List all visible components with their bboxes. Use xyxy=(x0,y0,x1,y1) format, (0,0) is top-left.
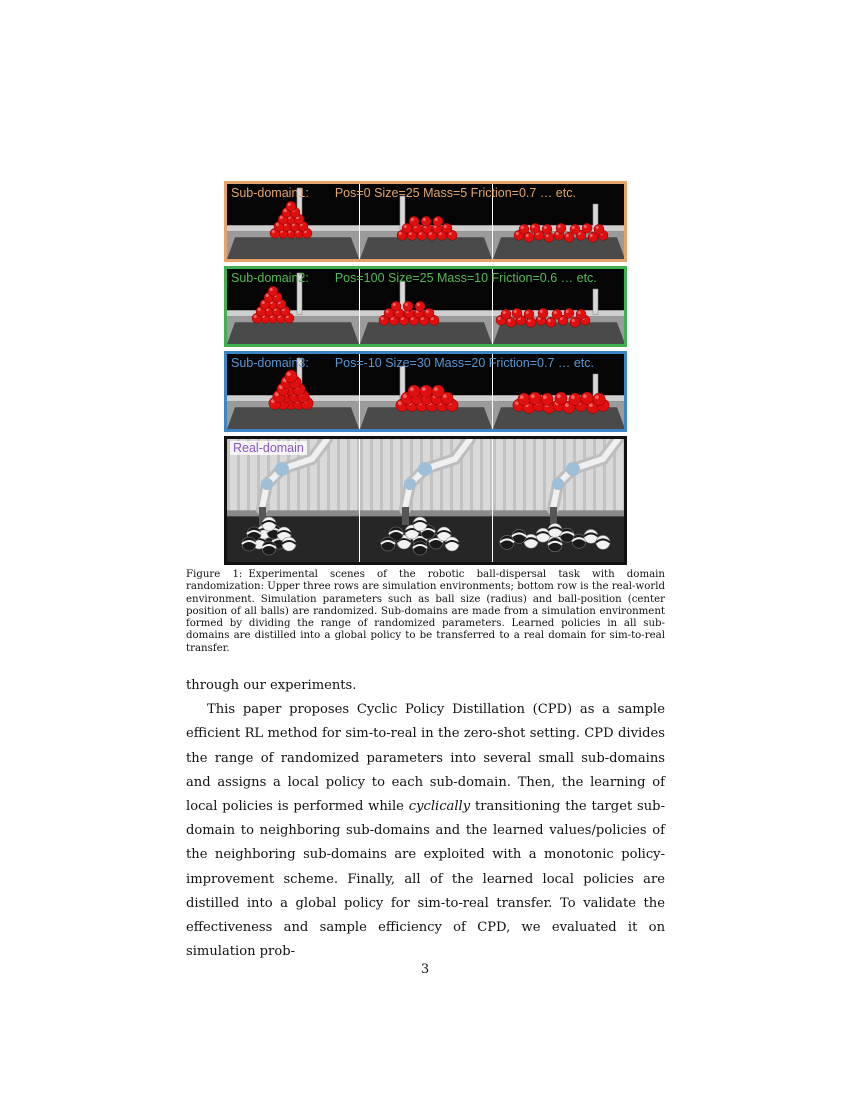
paragraph-1: through our experiments. xyxy=(186,678,357,693)
ball xyxy=(445,537,459,551)
ball xyxy=(285,370,297,382)
ball xyxy=(541,393,553,405)
ball xyxy=(421,216,431,226)
sub-domain-3-row xyxy=(224,351,627,432)
caption-text: Experimental scenes of the robotic ball-dispersal task with domain randomization: Upper three rows are simulation environments; bottom row is the real-world environment. Simulation parameters such as ball size (radius) and ball-position (center position of all balls) are randomized. Sub-domains are made from a simulation environment formed by dividing the range of randomized parameters. Learned policies in all sub-domains are distilled into a global policy to be transferred to a real domain for sim-to-real transfer. xyxy=(186,569,665,654)
ball xyxy=(519,224,529,234)
ball xyxy=(420,385,432,397)
ball xyxy=(408,385,420,397)
ball xyxy=(555,392,567,404)
emphasis-cyclically: cyclically xyxy=(408,799,471,815)
ball xyxy=(409,216,419,226)
real-scene-image xyxy=(227,439,361,562)
ball xyxy=(286,201,296,211)
sub-domain-2-row xyxy=(224,266,627,347)
ball xyxy=(593,393,605,405)
ball xyxy=(569,393,581,405)
ball xyxy=(518,393,530,405)
ball xyxy=(542,224,552,234)
ball xyxy=(403,301,413,311)
ball xyxy=(501,309,511,319)
ball xyxy=(500,535,514,549)
ball xyxy=(529,392,541,404)
ball xyxy=(262,541,276,555)
figure-caption xyxy=(186,569,665,655)
ball xyxy=(552,309,562,319)
ball xyxy=(433,216,443,226)
ball xyxy=(596,535,610,549)
ball xyxy=(242,537,256,551)
ball xyxy=(391,301,401,311)
real-scene-image xyxy=(360,439,494,562)
sub-domain-2-name: Sub-domain2: xyxy=(231,271,309,285)
sub-domain-3-params: Pos=-10 Size=30 Mass=20 Friction=0.7 … etc. xyxy=(334,356,594,370)
ball xyxy=(594,224,604,234)
ball xyxy=(268,286,278,296)
ball xyxy=(576,309,586,319)
ball xyxy=(570,224,580,234)
ball xyxy=(548,523,562,537)
real-domain-row xyxy=(224,436,627,565)
ball xyxy=(530,223,540,233)
ball xyxy=(442,223,452,233)
ball xyxy=(262,517,276,531)
ball xyxy=(415,301,425,311)
paragraph-2: This paper proposes Cyclic Policy Distillation (CPD) as a sample efficient RL method for sim-to-real in the zero-shot setting. CPD divides the range of randomized parameters into several small sub-domains and assigns a local policy to each sub-domain. Then, the learning of local policies is performed while cyclically transitioning the target sub-domain to neighboring sub-domains and the learned values/policies of the neighboring sub-domains are exploited with a monotonic policy-improvement scheme. Finally, all of the learned local policies are distilled into a global policy for sim-to-real transfer. To validate the effectiveness and sample efficiency of CPD, we evaluated it on simulation prob- xyxy=(186,702,665,960)
ball xyxy=(556,223,566,233)
ball xyxy=(564,308,574,318)
ball xyxy=(524,309,534,319)
sub-domain-1-params: Pos=0 Size=25 Mass=5 Friction=0.7 … etc. xyxy=(334,186,576,200)
ball xyxy=(432,385,444,397)
ball xyxy=(282,537,296,551)
body-text xyxy=(186,674,665,964)
page-number: 3 xyxy=(420,962,430,977)
ball xyxy=(548,538,562,552)
ball xyxy=(581,392,593,404)
real-scene-image xyxy=(493,439,625,562)
ball xyxy=(424,308,434,318)
real-domain-name: Real-domain xyxy=(230,441,307,455)
ball xyxy=(582,223,592,233)
ball xyxy=(413,541,427,555)
sub-domain-1-name: Sub-domain1: xyxy=(231,186,309,200)
caption-label: Figure 1: xyxy=(186,569,243,580)
sub-domain-2-params: Pos=100 Size=25 Mass=10 Friction=0.6 … etc. xyxy=(334,271,597,285)
ball xyxy=(538,308,548,318)
sub-domain-1-row xyxy=(224,181,627,262)
figure-1 xyxy=(224,181,627,565)
sub-domain-3-name: Sub-domain3: xyxy=(231,356,309,370)
ball xyxy=(413,517,427,531)
ball xyxy=(512,308,522,318)
ball xyxy=(381,537,395,551)
